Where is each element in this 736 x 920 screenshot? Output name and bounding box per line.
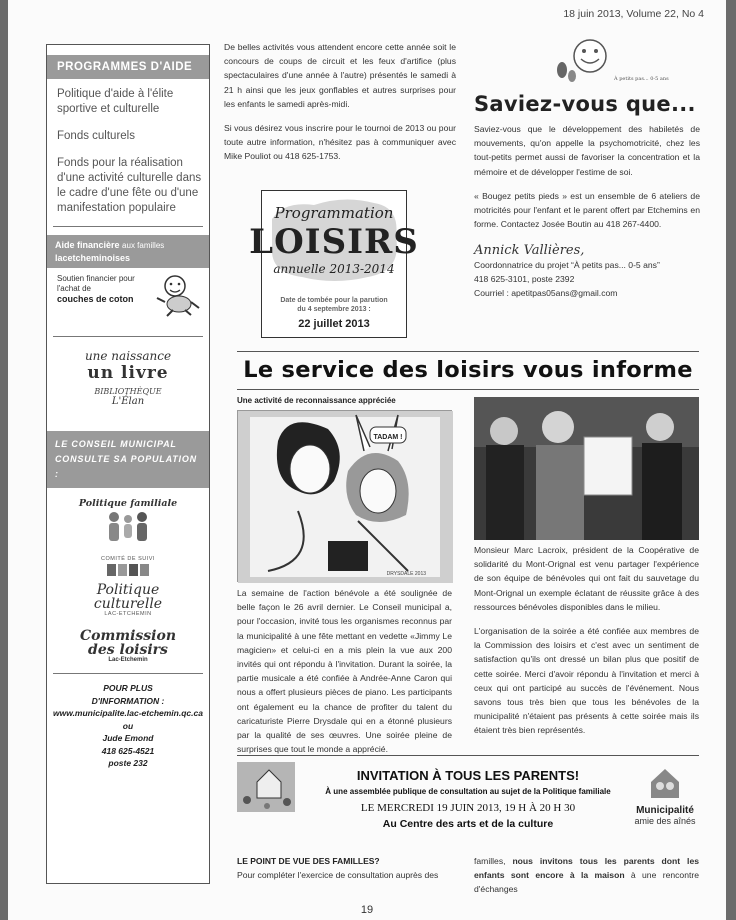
commission-des-loisirs-logo <box>47 629 209 663</box>
programmes-list <box>47 87 209 216</box>
pc-big2: culturelle <box>93 596 163 612</box>
signature: Annick Vallières, <box>474 243 585 259</box>
tadam-bubble: TADAM ! <box>373 434 403 441</box>
lacroix-p2: L'organisation de la soirée a été confiée aux membres de la Commission des loisirs et c'est avec un sentiment de satisfaction qu'ils ont dressé un bilan plus que positif de cette soirée. Merci d'avoir répondu à l'invitation et merci à ceux qui ont participé au succès de l'événement. Nous savons tous très bien que tous les bénévoles de la municipalité n'étaient pas présents à cette soirée mais ils étaient très bien représentés. <box>474 626 699 736</box>
couches-block <box>47 268 209 326</box>
saviez-p2: « Bougez petits pieds » est un ensemble de 6 ateliers de motricités pour l'enfant et le parent offert par Etchemins en forme. Contactez Josée Boutin au 418 267-4400. <box>474 190 700 230</box>
list-item: Fonds pour la réalisation d'une activité culturelle dans le cadre d'une fête ou d'une manifestation populaire <box>57 157 202 214</box>
saviez-p1: Saviez-vous que le développement des habiletés de mouvements, qu'on appelle la psychomotricité, chez les tout-petits permet aussi de favoriser la concentration et la mémoire et de développer l'estime de soi. <box>474 124 700 177</box>
une-naissance-un-livre-logo <box>47 337 209 425</box>
tournoi-p2: Si vous désirez vous inscrire pour le tournoi de 2013 ou pour toute autre information, n'hésitez pas à communiquer avec Mike Pouliot ou 418 625-1753. <box>224 123 456 162</box>
programmation-logo <box>249 191 419 287</box>
bibliotheque-name: L'Élan <box>111 396 145 407</box>
naissance-line1: une naissance <box>84 349 172 363</box>
coord-line3: Courriel : apetitpas05ans@gmail.com <box>474 288 618 299</box>
section-rule-bottom <box>237 389 699 390</box>
activite-paragraph: La semaine de l'action bénévole a été soulignée de belle façon le 26 avril dernier. Le Conseil municipal a, pour l'occasion, invité tous les organismes reconnus par la municipalité à une fête mettant en vedette «Jimmy Le magicien» et celui-ci en a mis plein la vue aux 200 invités qui ont répondu à l'invitation. Durant la soirée, la partie musicale a été confiée à Andrée-Anne Caron qui nous a offert plusieurs pièces de piano. Les participants ont également eu la chance de profiter du talent du caricaturiste Pierre Drysdale qui en a étonné plusieurs par la qualité de ses œuvres. Une soirée pleine de surprises que tout le monde a apprécié. <box>237 588 452 755</box>
section-banner: Le service des loisirs vous informe <box>243 357 693 383</box>
info-line1: POUR PLUS <box>103 683 153 693</box>
mad-line2: amie des aînés <box>634 816 696 826</box>
couche-text: Soutien financier pour l'achat de <box>57 274 135 293</box>
pf-title: Politique familiale <box>78 498 178 509</box>
bibliotheque-label: BIBLIOTHÈQUE <box>94 387 162 396</box>
caricature-photo <box>237 410 452 582</box>
pc-big1: Politique <box>96 582 160 598</box>
saviez-vous-article <box>474 36 700 300</box>
group-photo-image <box>474 397 699 540</box>
pdv-text-a: Pour compléter l'exercice de consultation auprès des <box>237 870 439 880</box>
activite-text <box>237 586 452 756</box>
activite-heading: Une activité de reconnaissance appréciée <box>237 396 396 405</box>
couche-bold: couches de coton <box>57 294 134 304</box>
saviez-title: Saviez-vous que... <box>474 92 696 116</box>
mad-line1: Municipalité <box>636 805 694 816</box>
info-url: www.municipalite.lac-etchemin.qc.ca <box>53 708 203 718</box>
cdl-sub: Lac-Etchemin <box>108 657 148 663</box>
invitation-title: INVITATION À TOUS LES PARENTS! <box>356 768 580 783</box>
newsletter-page <box>8 0 726 920</box>
invitation-line3: Au Centre des arts et de la culture <box>382 818 554 830</box>
programmation-loisirs-box <box>249 190 419 338</box>
info-name: Jude Emond <box>102 733 154 743</box>
caricature-image <box>238 411 453 583</box>
page-number: 19 <box>360 904 374 916</box>
coord-line2: 418 625-3101, poste 2392 <box>474 274 575 285</box>
lacroix-article <box>474 543 699 738</box>
info-phone: 418 625-4521 <box>101 745 155 756</box>
invitation-rule <box>237 755 699 756</box>
cdl-line2: des loisirs <box>88 642 168 658</box>
list-item: Politique d'aide à l'élite sportive et culturelle <box>57 88 174 115</box>
section-rule-top <box>237 351 699 352</box>
prog-line3: annuelle 2013-2014 <box>273 262 395 276</box>
prog-line1: Programmation <box>274 204 394 222</box>
invitation-line1: À une assemblée publique de consultation au sujet de la Politique familiale <box>325 787 611 796</box>
coord-line1: Coordonnatrice du projet “À petits pas... 0-5 ans” <box>474 260 660 271</box>
pdv-b-pre: familles, <box>474 856 506 866</box>
aide-financiere-band <box>47 235 209 268</box>
pc-place: LAC-ETCHEMIN <box>104 611 152 617</box>
info-line2: D'INFORMATION : <box>91 695 165 706</box>
politique-familiale-logo <box>47 498 209 550</box>
family-icon <box>98 509 158 545</box>
politique-culturelle-logo <box>47 556 209 617</box>
petits-pas-text: À petits pas... 0-5 ans <box>614 76 669 82</box>
lacroix-p1: Monsieur Marc Lacroix, président de la Coopérative de solidarité du Mont-Orignal est venu partager l'expérience de son équipe de bénévoles qui ont fait du sauvetage du Mont-Orignal un exemple éclatant de réussite grâce à des ressources bénévoles disponibles dans le milieu. <box>474 545 699 612</box>
petits-pas-logo <box>474 36 700 88</box>
deadline-line1: Date de tombée pour la parution <box>280 297 388 304</box>
programmes-heading: PROGRAMMES D'AIDE <box>47 55 209 79</box>
pdv-b-post: à une rencontre d'échanges <box>474 870 700 895</box>
smiley-feet-icon <box>532 36 669 86</box>
deadline-date: 22 juillet 2013 <box>298 318 370 330</box>
sidebar <box>46 44 210 884</box>
aide-small: aux familles <box>122 241 165 250</box>
info-block <box>47 682 209 770</box>
aide-label: Aide financière <box>55 240 120 250</box>
divider <box>53 673 203 674</box>
pdv-text-b <box>474 854 699 897</box>
deadline-line2: du 4 septembre 2013 : <box>297 306 371 313</box>
naissance-line2: un livre <box>87 363 169 383</box>
tournoi-article <box>224 40 456 164</box>
prog-line2: LOISIRS <box>249 222 419 262</box>
issue-date: 18 juin 2013, Volume 22, No 4 <box>563 8 704 20</box>
municipalite-amie-des-aines-logo <box>630 766 700 827</box>
house-children-icon <box>237 762 295 812</box>
masks-icon <box>105 562 151 578</box>
info-poste: poste 232 <box>108 758 148 768</box>
tournoi-p1: De belles activités vous attendent encore cette année soit le concours de coups de circuit et les feux d'artifice (plus spectaculaires d'une année à l'autre) présentés le samedi à 21 h ainsi que les jeux gonflables et autres surprises pour les enfants le samedi après-midi. <box>224 42 456 109</box>
children-drawing <box>237 762 295 812</box>
invitation-line2: LE MERCREDI 19 JUIN 2013, 19 H À 20 H 30 <box>360 802 576 814</box>
aide-label-2: lacetcheminoises <box>55 253 131 263</box>
baby-icon <box>155 272 201 316</box>
pdv-heading: LE POINT DE VUE DES FAMILLES? <box>237 856 380 866</box>
list-item: Fonds culturels <box>57 130 135 142</box>
caricature-signature: DRYSDALE 2013 <box>386 571 426 577</box>
house-leaf-icon <box>647 766 683 800</box>
divider <box>53 226 203 227</box>
conseil-heading: LE CONSEIL MUNICIPAL CONSULTE SA POPULATION : <box>47 431 209 488</box>
cdl-line1: Commission <box>79 628 177 644</box>
pc-small: COMITÉ DE SUIVI <box>101 556 155 562</box>
benevoles-photo <box>474 397 699 540</box>
info-ou: ou <box>122 720 134 731</box>
pdv-b-bold: nous invitons tous les parents dont les enfants sont encore à la maison <box>474 856 700 881</box>
